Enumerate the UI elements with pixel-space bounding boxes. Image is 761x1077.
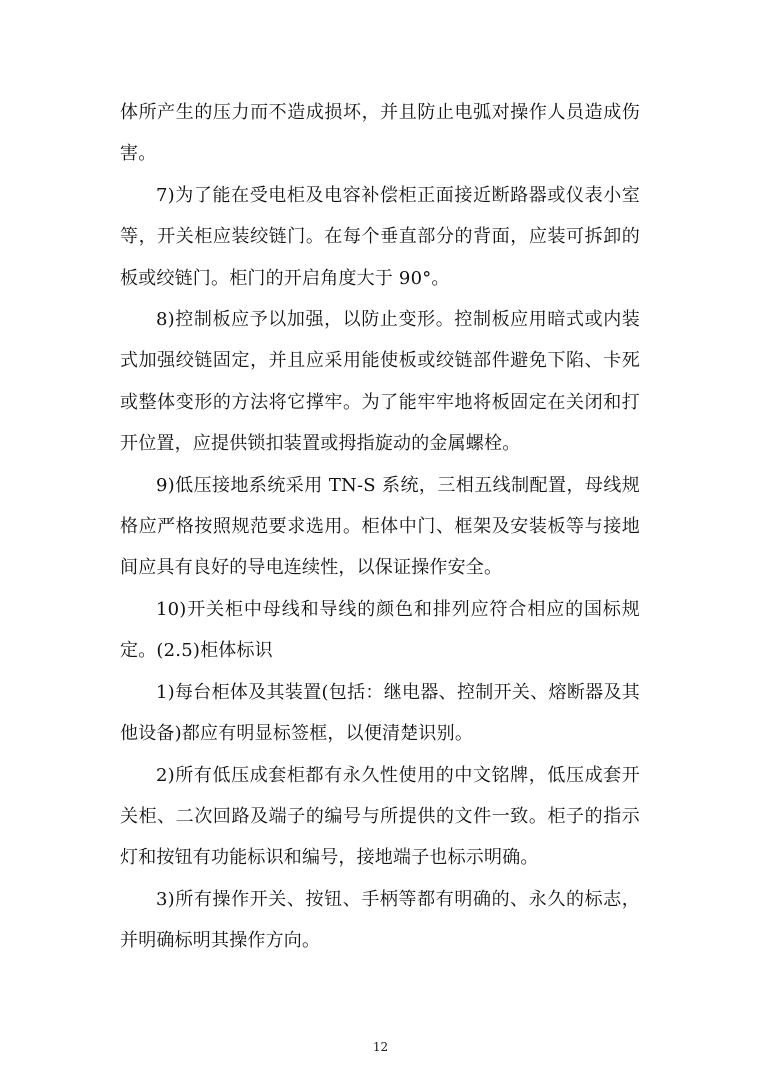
page-number: 12 [372,1040,389,1054]
paragraph-identification-2: 2)所有低压成套柜都有永久性使用的中文铭牌，低压成套开关柜、二次回路及端子的编号与所提供的文件一致。柜子的指示灯和按钮有功能标识和编号，接地端子也标示明确。 [120,764,640,869]
paragraph-continuation: 体所产生的压力而不造成损坏，并且防止电弧对操作人员造成伤害。 [120,102,640,165]
paragraph-identification-3: 3)所有操作开关、按钮、手柄等都有明确的、永久的标志，并明确标明其操作方向。 [120,888,640,952]
paragraph-item-8: 8)控制板应予以加强，以防止变形。控制板应用暗式或内装式加强绞链固定，并且应采用能使板或绞链部件避免下陷、卡死或整体变形的方法将它撑牢。为了能牢牢地将板固定在关闭和打开位置，应提供锁扣装置或拇指旋动的金属螺栓。 [120,309,640,455]
body-text [120,92,640,962]
paragraph-item-7: 7)为了能在受电柜及电容补偿柜正面接近断路器或仪表小室等，开关柜应装绞链门。在每个垂直部分的背面，应装可拆卸的板或绞链门。柜门的开启角度大于 90°。 [120,184,640,289]
paragraph-identification-1: 1)每台柜体及其装置(包括：继电器、控制开关、熔断器及其他设备)都应有明显标签框，以便清楚识别。 [120,681,640,745]
paragraph-item-10: 10)开关柜中母线和导线的颜色和排列应符合相应的国标规定。(2.5)柜体标识 [120,598,640,662]
paragraph-item-9: 9)低压接地系统采用 TN-S 系统，三相五线制配置，母线规格应严格按照规范要求选用。柜体中门、框架及安装板等与接地间应具有良好的导电连续性，以保证操作安全。 [120,474,640,579]
